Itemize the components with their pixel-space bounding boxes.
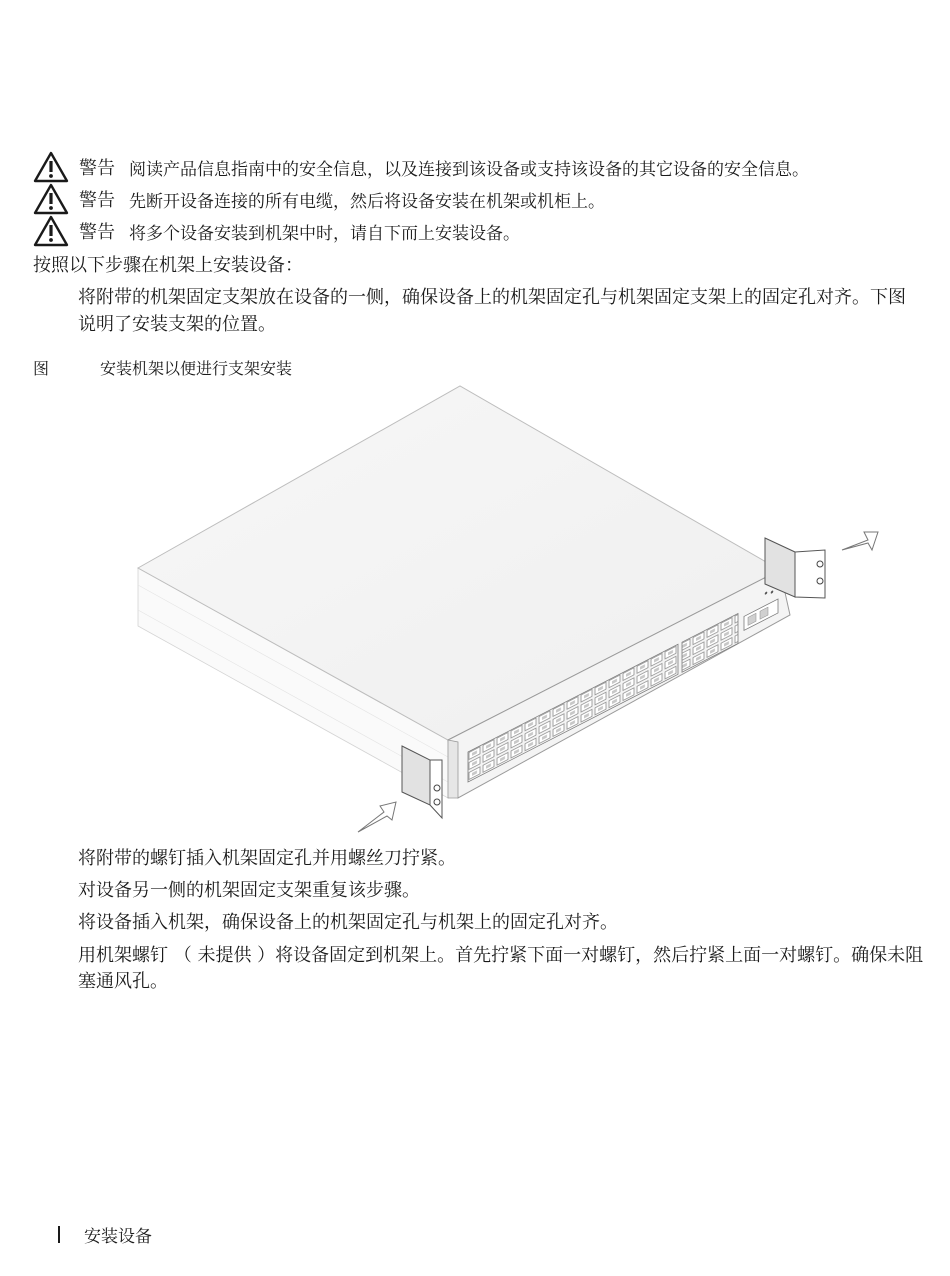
intro-text: 按照以下步骤在机架上安装设备： bbox=[33, 255, 303, 276]
footer-divider bbox=[58, 1226, 60, 1243]
warning-icon bbox=[33, 215, 69, 247]
warning-row-2 bbox=[33, 182, 605, 216]
step-3-text: 对设备另一侧的机架固定支架重复该步骤。 bbox=[78, 880, 420, 901]
step-4-text: 将设备插入机架，确保设备上的机架固定孔与机架上的固定孔对齐。 bbox=[78, 912, 618, 933]
figure-number: 图 bbox=[33, 359, 50, 378]
warning-row-1 bbox=[33, 150, 809, 184]
rack-bracket-illustration bbox=[130, 380, 890, 842]
figure-caption bbox=[33, 356, 292, 379]
warning-label: 警告 bbox=[79, 190, 115, 211]
warning-row-3 bbox=[33, 214, 520, 248]
step-2-text: 将附带的螺钉插入机架固定孔并用螺丝刀拧紧。 bbox=[78, 848, 456, 869]
warning-text: 阅读产品信息指南中的安全信息，以及连接到该设备或支持该设备的其它设备的安全信息。 bbox=[129, 159, 809, 180]
step-5-text: 用机架螺钉 （ 未提供 ）将设备固定到机架上。首先拧紧下面一对螺钉，然后拧紧上面一对螺钉。确保未阻塞通风孔。 bbox=[78, 945, 924, 992]
footer-section-title: 安装设备 bbox=[84, 1227, 152, 1247]
warning-icon bbox=[33, 183, 69, 215]
page-footer bbox=[58, 1222, 152, 1247]
warning-text: 将多个设备安装到机架中时，请自下而上安装设备。 bbox=[129, 223, 520, 244]
warning-icon bbox=[33, 151, 69, 183]
warning-text: 先断开设备连接的所有电缆，然后将设备安装在机架或机柜上。 bbox=[129, 191, 605, 212]
warning-label: 警告 bbox=[79, 222, 115, 243]
warning-label: 警告 bbox=[79, 158, 115, 179]
step-1-text: 将附带的机架固定支架放在设备的一侧，确保设备上的机架固定孔与机架固定支架上的固定孔对齐。下图说明了安装支架的位置。 bbox=[78, 287, 906, 335]
figure-title: 安装机架以便进行支架安装 bbox=[100, 359, 293, 378]
